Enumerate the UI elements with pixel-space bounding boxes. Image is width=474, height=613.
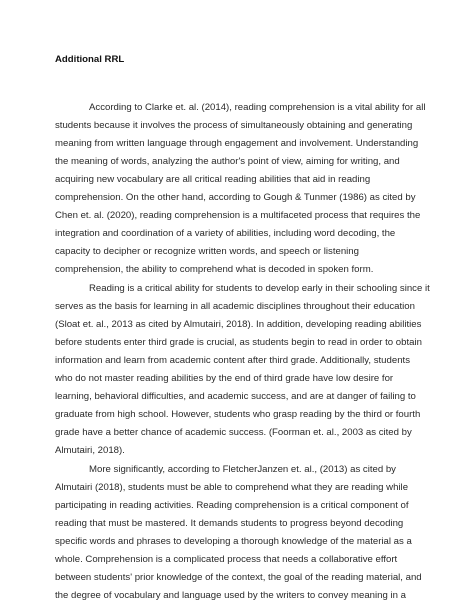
- paragraph-line: the meaning of words, analyzing the author's point of view, aiming for writing, and: [55, 156, 400, 167]
- paragraph-line: More significantly, according to FletcherJanzen et. al., (2013) as cited by: [89, 464, 396, 475]
- paragraph-line: Reading is a critical ability for students to develop early in their schooling since it: [89, 283, 430, 294]
- paragraph-line: According to Clarke et. al. (2014), reading comprehension is a vital ability for all: [89, 102, 426, 113]
- paragraph-line: capacity to decipher or recognize written words, and speech or listening: [55, 246, 359, 257]
- paragraph-line: students because it involves the process of simultaneously obtaining and generating: [55, 120, 413, 131]
- paragraph-line: the degree of vocabulary and language used by the writers to convey meaning in a: [55, 590, 406, 601]
- paragraph-line: Chen et. al. (2020), reading comprehension is a multifaceted process that requires the: [55, 210, 421, 221]
- paragraph-line: graduate from high school. However, students who grasp reading by the third or fourth: [55, 409, 421, 420]
- paragraph-line: learning, behavioral difficulties, and academic success, and are at danger of failing to: [55, 391, 416, 402]
- paragraph-line: comprehension. On the other hand, according to Gough & Tunmer (1986) as cited by: [55, 192, 416, 203]
- paragraph-line: Almutairi, 2018).: [55, 445, 125, 456]
- paragraph-line: serves as the basis for learning in all academic disciplines throughout their education: [55, 301, 415, 312]
- paragraph-line: before students enter third grade is crucial, as students begin to read in order to obtain: [55, 337, 422, 348]
- paragraph-line: participating in reading activities. Reading comprehension is a critical component of: [55, 500, 409, 511]
- paragraph-line: whole. Comprehension is a complicated process that needs a collaborative effort: [55, 554, 398, 565]
- paragraph-line: reading that must be mastered. It demands students to progress beyond decoding: [55, 518, 404, 529]
- document-heading: Additional RRL: [55, 54, 125, 65]
- paragraph-line: (Sloat et. al., 2013 as cited by Almutairi, 2018). In addition, developing reading abilities: [55, 319, 422, 330]
- paragraph-line: Almutairi (2018), students must be able to comprehend what they are reading while: [55, 482, 409, 493]
- paragraph-line: integration and coordination of a variety of abilities, including word decoding, the: [55, 228, 396, 239]
- paragraph-line: meaning from written language through engagement and involvement. Understanding: [55, 138, 419, 149]
- paragraph-line: who do not master reading abilities by the end of third grade have low desire for: [55, 373, 394, 384]
- paragraph-line: acquiring new vocabulary are all critical reading abilities that aid in reading: [55, 174, 371, 185]
- paragraph-line: between students' prior knowledge of the context, the goal of the reading material, and: [55, 572, 422, 583]
- paragraph-line: information and learn from academic content after third grade. Additionally, students: [55, 355, 410, 366]
- paragraph-line: comprehension, the ability to comprehend what is decoded in spoken form.: [55, 264, 374, 275]
- paragraph-line: specific words and phrases to developing a thorough knowledge of the material as a: [55, 536, 412, 547]
- paragraph-line: grade have a better chance of academic success. (Foorman et. al., 2003 as cited by: [55, 427, 412, 438]
